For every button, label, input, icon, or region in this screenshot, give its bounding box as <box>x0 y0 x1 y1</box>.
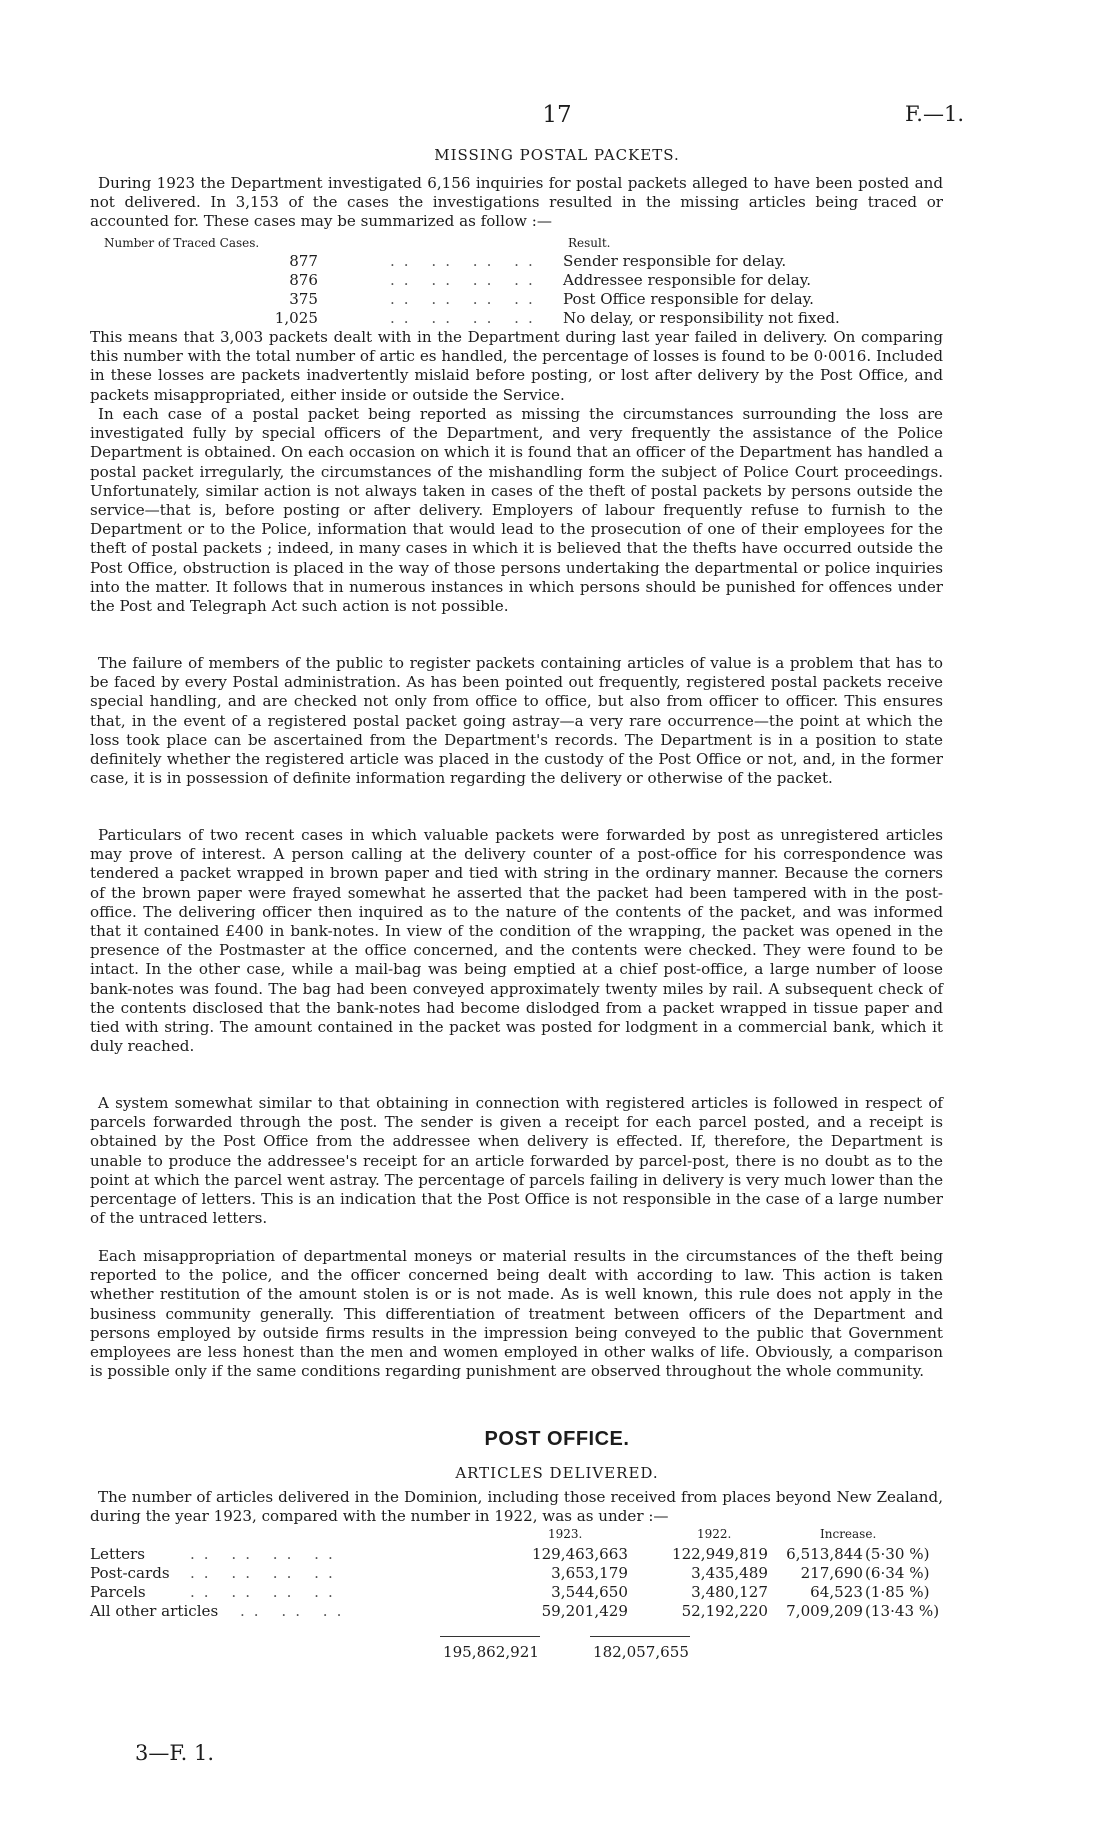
summary-result: Addressee responsible for delay. <box>563 271 812 289</box>
column-head-1922: 1922. <box>697 1527 732 1541</box>
row-label: All other articles <box>90 1602 219 1620</box>
row-label: Letters <box>90 1545 145 1563</box>
value-increase: 64,523 <box>810 1583 863 1601</box>
value-1922: 52,192,220 <box>681 1602 768 1620</box>
summary-col-number: Number of Traced Cases. <box>104 236 260 250</box>
articles-row <box>90 1545 943 1564</box>
document-reference: F.—1. <box>904 102 964 126</box>
summary-result: No delay, or responsibility not fixed. <box>563 309 840 327</box>
value-percent: (13·43 %) <box>865 1602 940 1620</box>
summary-result: Post Office responsible for delay. <box>563 290 814 308</box>
post-office-title: POST OFFICE. <box>484 1428 630 1450</box>
articles-delivered-heading: ARTICLES DELIVERED. <box>455 1464 659 1482</box>
value-1922: 3,435,489 <box>691 1564 768 1582</box>
summary-number: 375 <box>289 290 318 308</box>
body-paragraph: A system somewhat similar to that obtaining in connection with registered articles is followed in respect of parcels forwarded through the post. The sender is given a receipt for each parcel posted, and a receipt is obtained by the Post Office from the addressee when delivery is effected. If, therefore, the Department is unable to produce the addressee's receipt for an article forwarded by parcel-post, there is no doubt as to the point at which the parcel went astray. The percentage of parcels failing in delivery is very much lower than the percentage of letters. This is an indication that the Post Office is not responsible in the case of a large number of the untraced letters. <box>90 1094 943 1228</box>
leader-dots: .. .. .. .. <box>190 1545 342 1563</box>
body-paragraph: Particulars of two recent cases in which valuable packets were forwarded by post as unregistered articles may prove of interest. A person calling at the delivery counter of a post-office for his correspondence was tendered a packet wrapped in brown paper and tied with string in the ordinary manner. Because the corners of the brown paper were frayed somewhat he asserted that the packet had been tampered with in the post-office. The delivering officer then inquired as to the nature of the contents of the packet, and was informed that it contained £400 in bank-notes. In view of the condition of the wrapping, the packet was opened in the presence of the Postmaster at the office concerned, and the contents were checked. They were found to be intact. In the other case, while a mail-bag was being emptied at a chief post-office, a large number of loose bank-notes was found. The bag had been conveyed approximately twenty miles by rail. A subsequent check of the contents disclosed that the bank-notes had become dislodged from a packet wrapped in tissue paper and tied with string. The amount contained in the packet was posted for lodgment in a commercial bank, which it duly reached. <box>90 826 943 1056</box>
value-percent: (5·30 %) <box>865 1545 930 1563</box>
value-1923: 129,463,663 <box>531 1545 628 1563</box>
value-1923: 3,653,179 <box>551 1564 628 1582</box>
value-percent: (1·85 %) <box>865 1583 930 1601</box>
leader-dots: .. .. .. .. <box>390 252 542 270</box>
leader-dots: .. .. .. .. <box>190 1564 342 1582</box>
articles-row <box>90 1583 943 1602</box>
summary-row <box>90 271 943 290</box>
value-increase: 6,513,844 <box>786 1545 863 1563</box>
signature-mark: 3—F. 1. <box>135 1741 215 1765</box>
value-1922: 122,949,819 <box>671 1545 768 1563</box>
summary-number: 1,025 <box>274 309 318 327</box>
leader-dots: .. .. .. .. <box>390 309 542 327</box>
value-1923: 3,544,650 <box>551 1583 628 1601</box>
intro-paragraph: During 1923 the Department investigated 6,156 inquiries for postal packets alleged to have been posted and not delivered. In 3,153 of the cases the investigations resulted in the missing articles being traced or accounted for. These cases may be summarized as follow :— <box>90 174 943 231</box>
row-label: Parcels <box>90 1583 146 1601</box>
articles-intro: The number of articles delivered in the Dominion, including those received from places beyond New Zealand, during the year 1923, compared with the number in 1922, was as under :— <box>90 1488 943 1526</box>
value-increase: 217,690 <box>800 1564 863 1582</box>
leader-dots: .. .. .. <box>240 1602 351 1620</box>
body-paragraph: The failure of members of the public to register packets containing articles of value is a problem that has to be faced by every Postal administration. As has been pointed out frequently, registered postal packets receive special handling, and are checked not only from office to office, but also from officer to officer. This ensures that, in the event of a registered postal packet going astray—a very rare occurrence—the point at which the loss took place can be ascertained from the Department's records. The Department is in a position to state definitely whether the registered article was placed in the custody of the Post Office or not, and, in the former case, it is in possession of definite information regarding the delivery or otherwise of the packet. <box>90 654 943 788</box>
value-increase: 7,009,209 <box>786 1602 863 1620</box>
summary-row <box>90 309 943 328</box>
page-number: 17 <box>542 102 572 128</box>
value-1922: 3,480,127 <box>691 1583 768 1601</box>
body-paragraph: This means that 3,003 packets dealt with in the Department during last year failed in delivery. On comparing this number with the total number of artic es handled, the percentage of losses is found to be 0·0016. Included in these losses are packets inadvertently mislaid before posting, or lost after delivery by the Post Office, and packets misappropriated, either inside or outside the Service. <box>90 328 943 404</box>
summary-col-result: Result. <box>568 236 611 250</box>
total-rule-1923 <box>440 1636 540 1637</box>
body-paragraph: In each case of a postal packet being reported as missing the circumstances surrounding the loss are investigated fully by special officers of the Department, and very frequently the assistance of the Police Department is obtained. On each occasion on which it is found that an officer of the Department has handled a postal packet irregularly, the circumstances of the mishandling form the subject of Police Court proceedings. Unfortunately, similar action is not always taken in cases of the theft of postal packets by persons outside the service—that is, before posting or after delivery. Employers of labour frequently refuse to furnish to the Department or to the Police, information that would lead to the prosecution of one of their employees for the theft of postal packets ; indeed, in many cases in which it is believed that the thefts have occurred outside the Post Office, obstruction is placed in the way of those persons undertaking the departmental or police inquiries into the matter. It follows that in numerous instances in which persons should be punished for offences under the Post and Telegraph Act such action is not possible. <box>90 405 943 616</box>
total-1923: 195,862,921 <box>442 1643 539 1661</box>
value-percent: (6·34 %) <box>865 1564 930 1582</box>
total-1922: 182,057,655 <box>592 1643 689 1661</box>
leader-dots: .. .. .. .. <box>190 1583 342 1601</box>
row-label: Post-cards <box>90 1564 170 1582</box>
body-paragraph: Each misappropriation of departmental moneys or material results in the circumstances of the theft being reported to the police, and the officer concerned being dealt with according to law. This action is taken whether restitution of the amount stolen is or is not made. As is well known, this rule does not apply in the business community generally. This differentiation of treatment between officers of the Department and persons employed by outside firms results in the impression being conveyed to the public that Government employees are less honest than the men and women employed in other walks of life. Obviously, a comparison is possible only if the same conditions regarding punishment are observed throughout the whole community. <box>90 1247 943 1381</box>
column-head-increase: Increase. <box>820 1527 877 1541</box>
leader-dots: .. .. .. .. <box>390 271 542 289</box>
summary-row <box>90 252 943 271</box>
articles-row <box>90 1564 943 1583</box>
summary-row <box>90 290 943 309</box>
value-1923: 59,201,429 <box>541 1602 628 1620</box>
articles-row <box>90 1602 943 1621</box>
summary-number: 877 <box>289 252 318 270</box>
column-head-1923: 1923. <box>548 1527 583 1541</box>
total-rule-1922 <box>590 1636 690 1637</box>
section-heading-missing-packets: MISSING POSTAL PACKETS. <box>434 146 680 164</box>
summary-number: 876 <box>289 271 318 289</box>
leader-dots: .. .. .. .. <box>390 290 542 308</box>
summary-result: Sender responsible for delay. <box>563 252 787 270</box>
